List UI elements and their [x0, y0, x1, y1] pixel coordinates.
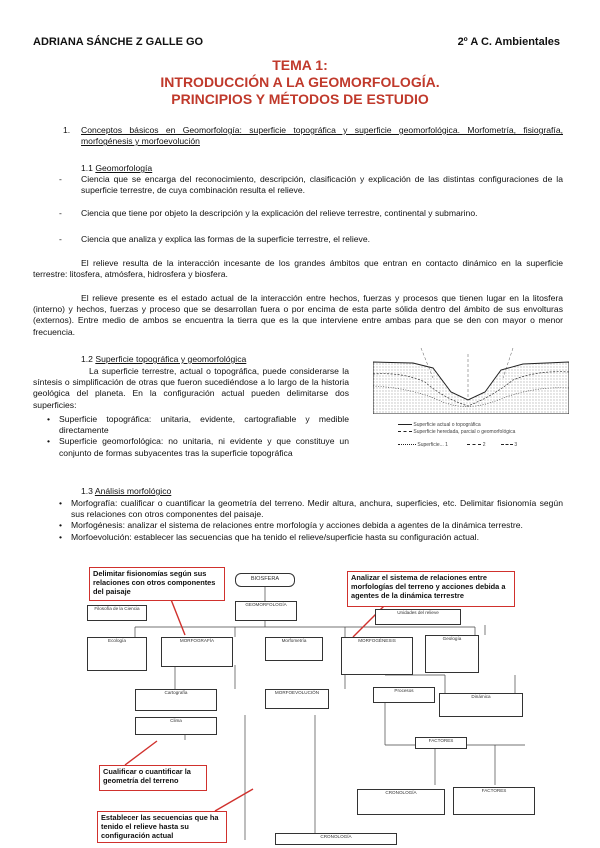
node-morfografia: MORFOGRAFÍA — [161, 637, 233, 667]
definition-item: - Ciencia que analiza y explica las formas de la superficie terrestre, el relieve. — [59, 234, 563, 245]
cross-section-legend — [398, 422, 568, 449]
list-item: • Morfogénesis: analizar el sistema de relaciones entre morfología y acciones debida a agentes de la dinámica terrestre. — [57, 520, 563, 531]
node-ecologia: Ecología — [87, 637, 147, 671]
definition-item: - Ciencia que tiene por objeto la descripción y la explicación del relieve terrestre, continental y submarino. — [59, 208, 563, 219]
node-geomorfologia: GEOMORFOLOGÍA — [235, 601, 297, 621]
subsection-1-3 — [81, 486, 171, 497]
node-cartografia: Cartografía — [135, 689, 217, 711]
node-factores: FACTORES — [415, 737, 467, 749]
callout-morfoevolucion: Establecer las secuencias que ha tenido el relieve hasta su configuración actual — [97, 811, 227, 843]
list-item: • Morfoevolución: establecer las secuencias que ha tenido el relieve/superficie hasta su configuración actual. — [57, 532, 563, 543]
paragraph-superficie: La superficie terrestre, actual o topográfica, puede considerarse la síntesis o simplificación de otras que fueron sucediéndose a lo largo de la historia geológica del planeta. En la configuración actual pueden delimitarse dos superficies: — [33, 366, 349, 410]
subsection-1-2-heading: Superficie topográfica y geomorfológica — [95, 354, 247, 364]
node-morfoevolucion: MORFOEVOLUCIÓN — [265, 689, 329, 709]
title-line-1: TEMA 1: — [272, 57, 328, 73]
subsection-1-1-number: 1.1 — [81, 163, 93, 173]
subsection-1-1 — [81, 163, 152, 174]
node-biosfera: BIOSFERA — [235, 573, 295, 587]
paragraph-relieve-presente: El relieve presente es el estado actual de la interacción entre hechos, fuerzas y procesos que tienen lugar en la litosfera (interno) y hechos, fuerzas y proceso que se desarrollan fuera o por encima de esta parte sólida dentro del ámbito de sus envolturas (externos). Entre medio de ambos se encuentra la tierra que es la que interviene entre ambas para que se den con mayor o menor frecuencia. — [33, 293, 563, 337]
section-1-heading: Conceptos básicos en Geomorfología: superficie topográfica y superficie geomorfológica. Morfometría, fisiografía, morfogénesis y morfoevolución — [81, 125, 563, 147]
node-cronologia-footer: CRONOLOGÍA — [275, 833, 397, 845]
node-dinamica: Dinámica — [439, 693, 523, 717]
subsection-1-2-number: 1.2 — [81, 354, 93, 364]
legend-item: Superficie heredada, parcial o geomorfológica — [398, 429, 568, 436]
callout-morfografia: Cualificar o cuantificar la geometría del terreno — [99, 765, 207, 791]
list-item: • Superficie geomorfológica: no unitaria, ni evidente y que constituye un conjunto de formas subyacentes tras la superficie topográfica — [45, 436, 349, 458]
page-title — [0, 57, 600, 108]
author-name: ADRIANA SÁNCHE Z GALLE GO — [33, 36, 204, 48]
node-morfogenesis: MORFOGÉNESIS — [341, 637, 413, 675]
list-item: • Morfografía: cualificar o cuantificar la geometría del terreno. Medir altura, anchura, superficies, etc. Delimitar fisionomía según sus relaciones con otros componentes del paisaje. — [57, 498, 563, 520]
node-geologia: Geología — [425, 635, 479, 673]
subsection-1-1-heading: Geomorfología — [95, 163, 153, 173]
surface-types-list — [45, 414, 349, 459]
morphological-analysis-list — [57, 498, 563, 543]
legend-item: Superficie actual o topográfica — [398, 422, 568, 429]
node-filosofia: Filosofía de la Ciencia — [87, 605, 147, 621]
node-morfometria: Morfometría — [265, 637, 323, 661]
node-factores-detalle: FACTORES — [453, 787, 535, 815]
definitions-list — [59, 174, 563, 245]
course-label: 2º A C. Ambientales — [457, 36, 560, 48]
section-1-number: 1. — [63, 125, 71, 135]
subsection-1-3-heading: Análisis morfológico — [94, 486, 172, 496]
subsection-1-2 — [81, 354, 246, 365]
legend-item: Superficie... 1 2 3 — [398, 442, 568, 449]
list-item: • Superficie topográfica: unitaria, evidente, cartografiable y medible directamente — [45, 414, 349, 436]
callout-fisionomia: Delimitar fisionomías según sus relaciones con otros componentes del paisaje — [89, 567, 225, 601]
geomorphology-diagram — [85, 565, 540, 843]
title-line-3: PRINCIPIOS Y MÉTODOS DE ESTUDIO — [171, 91, 429, 107]
subsection-1-3-number: 1.3 — [81, 486, 93, 496]
definition-item: - Ciencia que se encarga del reconocimiento, descripción, clasificación y explicación de las distintas configuraciones de la superficie terrestre, de cuya combinación resulta el relieve. — [59, 174, 563, 196]
cross-section-figure — [373, 348, 569, 414]
node-clima: Clima — [135, 717, 217, 735]
paragraph-relieve-interaccion: El relieve resulta de la interacción incesante de los grandes ámbitos que entran en contacto dinámico en la superficie terrestre: litosfera, atmósfera, hidrosfera y biosfera. — [33, 258, 563, 280]
node-procesos: Procesos — [373, 687, 435, 703]
node-cronologia: CRONOLOGÍA — [357, 789, 445, 815]
node-unidades: Unidades del relieve — [375, 609, 461, 625]
title-line-2: INTRODUCCIÓN A LA GEOMORFOLOGÍA. — [160, 74, 440, 90]
callout-morfogenesis: Analizar el sistema de relaciones entre morfologías del terreno y acciones debida a agentes de la dinámica terrestre — [347, 571, 515, 607]
